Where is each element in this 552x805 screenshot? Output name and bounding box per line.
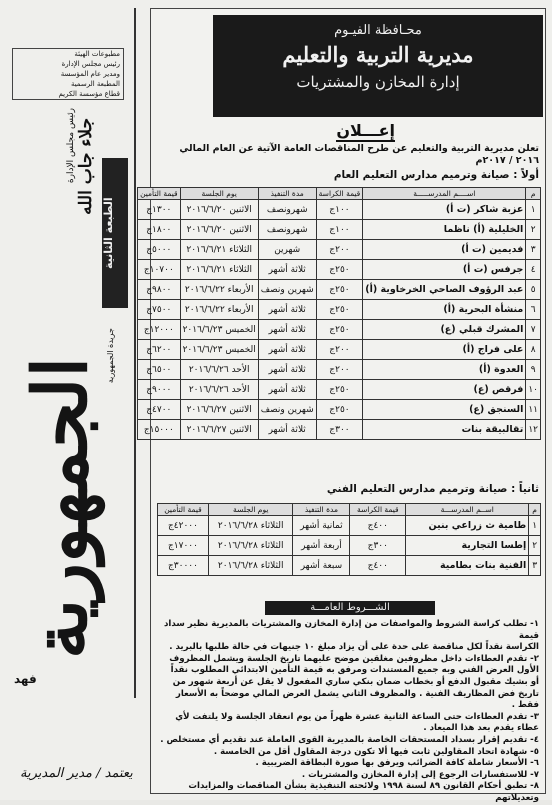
table-cell: الأحد ٢٠١٦/٦/٢٦ bbox=[180, 380, 258, 400]
masthead-info-line: قطاع مؤسسة الكريم bbox=[58, 90, 120, 98]
table-cell: ثلاثة أشهر bbox=[258, 360, 316, 380]
table-header-cell: م bbox=[529, 504, 541, 516]
governorate-title: محـافظة الفيـوم bbox=[334, 23, 422, 38]
table-cell: ٢٥٠ج bbox=[316, 300, 363, 320]
table-cell: عبد الرؤوف الصاحي الخرخاوية (أ) bbox=[363, 280, 526, 300]
term-line: ٤- تقديم إقرار بسداد المستحقات الخاصة بالمديرية القوى العاملة عند تقديم أي مستخلص . bbox=[160, 734, 539, 745]
table-cell: ١٥٠٠٠ج bbox=[138, 420, 181, 440]
table-cell: شهرين ونصف bbox=[258, 280, 316, 300]
table-cell: ٧ bbox=[526, 320, 541, 340]
table-cell: ١٠٠ج bbox=[316, 220, 363, 240]
table-cell: الأربعاء ٢٠١٦/٦/٢٢ bbox=[180, 280, 258, 300]
table-cell: ٩٠٠٠ج bbox=[138, 380, 181, 400]
term-line: تاريخ فض المظاريف الفنية . والمظروف الثاني يشمل العرض المالي موضحاً به الأسعار فقط . bbox=[175, 688, 539, 711]
table-cell: ٦ bbox=[526, 300, 541, 320]
table-cell: ٤ bbox=[526, 260, 541, 280]
table-row bbox=[138, 260, 541, 280]
table-row bbox=[138, 280, 541, 300]
table-cell: طامية ث زراعي بنين bbox=[406, 516, 529, 536]
table-cell: ثمانية أشهر bbox=[293, 516, 350, 536]
newspaper-masthead bbox=[6, 8, 136, 698]
terms-list bbox=[155, 619, 539, 805]
table-cell: سبعة أشهر bbox=[293, 556, 350, 576]
table-row bbox=[158, 556, 541, 576]
table-header-cell: قيمة الكراسة bbox=[316, 188, 363, 200]
table-header-cell: يوم الجلسة bbox=[208, 504, 293, 516]
table-cell: ٥٠٠٠ج bbox=[138, 240, 181, 260]
masthead-bottom-word: فهد bbox=[14, 672, 37, 686]
table-row bbox=[138, 200, 541, 220]
table-cell: الخميس ٢٠١٦/٦/٢٣ bbox=[180, 340, 258, 360]
directorate-title: مديرية التربية والتعليم bbox=[282, 42, 474, 67]
masthead-info-line: رئيس مجلس الإدارة bbox=[61, 60, 120, 68]
table-cell: ٤٠٠ج bbox=[350, 556, 406, 576]
tender-notice bbox=[140, 8, 546, 803]
table-cell: ٢ bbox=[529, 536, 541, 556]
table-cell: ١ bbox=[526, 200, 541, 220]
table-header-cell: مدة التنفيذ bbox=[258, 188, 316, 200]
table-cell: الأحد ٢٠١٦/٦/٢٦ bbox=[180, 360, 258, 380]
term-line: ٥- شهادة اتحاد المقاولين ثابت فيها ألا تكون درجة المقاول أقل من الخامسة . bbox=[213, 746, 539, 757]
term-line: عطاء يقدم بعد هذا الميعاد . bbox=[423, 723, 539, 734]
term-line: ٨- تطبق أحكام القانون ٨٩ لسنة ١٩٩٨ ولائحته التنفيذية بشأن المناقصات والمزايدات وتعديلاتهم bbox=[188, 781, 539, 803]
table-cell: ٢٥٠ج bbox=[316, 400, 363, 420]
term-line: ٣- تقدم العطاءات حتى الساعة الثانية عشرة ظهراً من يوم انعقاد الجلسة ولا يلتفت لأي bbox=[175, 711, 539, 722]
table-cell: شهرين ونصف bbox=[258, 400, 316, 420]
masthead-info-box bbox=[12, 48, 124, 100]
table-cell: شهرين bbox=[258, 240, 316, 260]
general-schools-table bbox=[137, 187, 541, 440]
table-cell: الفنية بنات بطامية bbox=[406, 556, 529, 576]
table-row bbox=[138, 380, 541, 400]
table-cell: ١٠ bbox=[526, 380, 541, 400]
table-cell: ٢٥٠ج bbox=[316, 380, 363, 400]
table-cell: ١٠٠ج bbox=[316, 200, 363, 220]
table-cell: الاثنين ٢٠١٦/٦/٢٠ bbox=[180, 220, 258, 240]
table-row bbox=[138, 300, 541, 320]
table-row bbox=[138, 220, 541, 240]
table-cell: ٦٥٠٠ج bbox=[138, 360, 181, 380]
table-cell: ٣ bbox=[529, 556, 541, 576]
table-cell: الاثنين ٢٠١٦/٦/٢٧ bbox=[180, 400, 258, 420]
masthead-subline: جريدة الجمهورية bbox=[106, 328, 115, 384]
table-cell: ثلاثة أشهر bbox=[258, 320, 316, 340]
technical-schools-table bbox=[157, 503, 541, 576]
table-cell: الأربعاء ٢٠١٦/٦/٢٢ bbox=[180, 300, 258, 320]
table-cell: منشأة البحرية (أ) bbox=[363, 300, 526, 320]
table-cell: ٢ bbox=[526, 220, 541, 240]
table-row bbox=[138, 340, 541, 360]
table-cell: شهرونصف bbox=[258, 220, 316, 240]
table-row bbox=[138, 420, 541, 440]
terms-title: الشـــروط العامـــة bbox=[265, 601, 435, 615]
term-line: ١- تطلب كراسة الشروط والمواصفات من إدارة المخازن والمشتريات بالمديرية نظير سداد قيمة bbox=[164, 619, 539, 641]
announcement-title: إعـــلان bbox=[336, 121, 395, 140]
table-cell: فديمين (ت أ) bbox=[363, 240, 526, 260]
table-header-cell: اســــم المدرســـــة bbox=[363, 188, 526, 200]
table-cell: ١٧٠٠٠ج bbox=[158, 536, 209, 556]
section2-title: ثانياً : صيانة وترميم مدارس التعليم الفني bbox=[326, 483, 539, 495]
table-cell: ٣٠٠ج bbox=[350, 536, 406, 556]
notice-intro: تعلن مديرية التربية والتعليم عن طرح المناقصات العامة الآتية عن العام المالي ٢٠١٦ / ٢٠١٧م bbox=[179, 143, 539, 166]
table-cell: ٥ bbox=[526, 280, 541, 300]
table-cell: عزبة شاكر (ت أ) bbox=[363, 200, 526, 220]
table-cell: ٩٨٠٠ج bbox=[138, 280, 181, 300]
table-row bbox=[158, 536, 541, 556]
table-cell: العدوة (أ) bbox=[363, 360, 526, 380]
table-cell: ٤٢٠٠٠ج bbox=[158, 516, 209, 536]
chairman-label: رئيس مجلس الإدارة bbox=[66, 108, 76, 184]
table-cell: ١٣٠٠ج bbox=[138, 200, 181, 220]
table-cell: ٢٠٠ج bbox=[316, 360, 363, 380]
table-row bbox=[158, 516, 541, 536]
table-cell: الاثنين ٢٠١٦/٦/٢٧ bbox=[180, 420, 258, 440]
section1-title: أولاً : صيانة وترميم مدارس التعليم العام bbox=[333, 169, 539, 181]
table-cell: فرقص (ع) bbox=[363, 380, 526, 400]
signature: يعتمد / مدير المديرية bbox=[20, 766, 133, 781]
table-cell: ٣٠٠ج bbox=[316, 420, 363, 440]
table-cell: ثلاثة أشهر bbox=[258, 300, 316, 320]
table-cell: ٢٥٠ج bbox=[316, 280, 363, 300]
table-cell: ١٢٠٠٠ج bbox=[138, 320, 181, 340]
department-title: إدارة المخازن والمشتريات bbox=[296, 73, 460, 91]
table-cell: الثلاثاء ٢٠١٦/٦/٢١ bbox=[180, 260, 258, 280]
table-cell: ٣٠٠٠٠ج bbox=[158, 556, 209, 576]
table-cell: ١٢ bbox=[526, 420, 541, 440]
table-cell: ١ bbox=[529, 516, 541, 536]
table-header-cell: اســم المدرســـة bbox=[406, 504, 529, 516]
table-cell: ٢٥٠ج bbox=[316, 320, 363, 340]
table-row bbox=[138, 320, 541, 340]
table-cell: شهرونصف bbox=[258, 200, 316, 220]
table-cell: الخميس ٢٠١٦/٦/٢٣ bbox=[180, 320, 258, 340]
table-cell: ٧٥٠٠ج bbox=[138, 300, 181, 320]
table-cell: الاثنين ٢٠١٦/٦/٢٠ bbox=[180, 200, 258, 220]
table-header-cell: يوم الجلسة bbox=[180, 188, 258, 200]
term-line: الكراسة نقداً لكل مناقصة على حدة على أن يزاد مبلغ ١٠ جنيهات في حالة طلبها بالبريد . bbox=[169, 642, 539, 653]
table-cell: ٣ bbox=[526, 240, 541, 260]
masthead-info-line: المطبعة الرسمية bbox=[70, 80, 120, 88]
table-header-cell: قيمة الكراسة bbox=[350, 504, 406, 516]
table-cell: الخليلية (أ) ناظما bbox=[363, 220, 526, 240]
table-cell: المشرك قبلي (ع) bbox=[363, 320, 526, 340]
newspaper-logo: الجمهورية bbox=[18, 357, 104, 659]
table-header-cell: قيمة التأمين bbox=[138, 188, 181, 200]
table-cell: ٦٢٠٠ج bbox=[138, 340, 181, 360]
term-line: أو بشيك مقبول الدفع أو بخطاب ضمان بنكي ساري المفعول لا يقل عن أربعة شهور من bbox=[172, 676, 539, 687]
table-cell: الثلاثاء ٢٠١٦/٦/٢٨ bbox=[208, 516, 293, 536]
table-header-cell: قيمة التأمين bbox=[158, 504, 209, 516]
notice-header bbox=[213, 15, 543, 117]
table-cell: ٢٥٠ج bbox=[316, 260, 363, 280]
table-row bbox=[138, 360, 541, 380]
table-cell: ثلاثة أشهر bbox=[258, 340, 316, 360]
chairman-name: جلاء جاب الله bbox=[76, 118, 96, 215]
table-cell: ١٨٠٠ج bbox=[138, 220, 181, 240]
table-cell: إطسا التجارية bbox=[406, 536, 529, 556]
table-cell: جرفس (ت أ) bbox=[363, 260, 526, 280]
masthead-info-line: مطبوعات الهيئة bbox=[74, 50, 120, 58]
table-cell: ٩ bbox=[526, 360, 541, 380]
masthead-info-line: ومدير عام المؤسسة bbox=[60, 70, 120, 78]
table-cell: تقالبيقة بنات bbox=[363, 420, 526, 440]
table-cell: ثلاثة أشهر bbox=[258, 380, 316, 400]
table-cell: ثلاثة أشهر bbox=[258, 420, 316, 440]
table-cell: ثلاثة أشهر bbox=[258, 260, 316, 280]
table-cell: ١٠٧٠٠ج bbox=[138, 260, 181, 280]
table-cell: الثلاثاء ٢٠١٦/٦/٢٨ bbox=[208, 556, 293, 576]
table-cell: الثلاثاء ٢٠١٦/٦/٢١ bbox=[180, 240, 258, 260]
table-row bbox=[138, 400, 541, 420]
table-row bbox=[138, 240, 541, 260]
table-cell: السنجق (ع) bbox=[363, 400, 526, 420]
term-line: الأول العرض الفني وبه جميع المستندات ومرفق به قيمة التأمين الابتدائي المطلوب نقداً bbox=[170, 665, 539, 676]
table-header-cell: م bbox=[526, 188, 541, 200]
table-cell: أربعة أشهر bbox=[293, 536, 350, 556]
table-cell: ٨ bbox=[526, 340, 541, 360]
term-line: ٢- تقدم العطاءات داخل مظروفين مغلقين موضح عليهما تاريخ الجلسة ويشمل المظروف bbox=[169, 653, 539, 664]
table-cell: ٤٧٠٠ج bbox=[138, 400, 181, 420]
table-header-cell: مدة التنفيذ bbox=[293, 504, 350, 516]
table-cell: ٤٠٠ج bbox=[350, 516, 406, 536]
term-line: ٦- الأسعار شاملة كافة الضرائب ويرفق بها صورة البطاقة الضريبية . bbox=[255, 758, 539, 769]
edition-badge: الطبعة الثانية bbox=[102, 158, 128, 308]
table-cell: ١١ bbox=[526, 400, 541, 420]
table-cell: ٢٠٠ج bbox=[316, 340, 363, 360]
table-cell: ٢٠٠ج bbox=[316, 240, 363, 260]
table-cell: على فراج (أ) bbox=[363, 340, 526, 360]
term-line: ٧- للاستفسارات الرجوع إلى إدارة المخازن والمشتريات . bbox=[301, 769, 539, 780]
table-cell: الثلاثاء ٢٠١٦/٦/٢٨ bbox=[208, 536, 293, 556]
